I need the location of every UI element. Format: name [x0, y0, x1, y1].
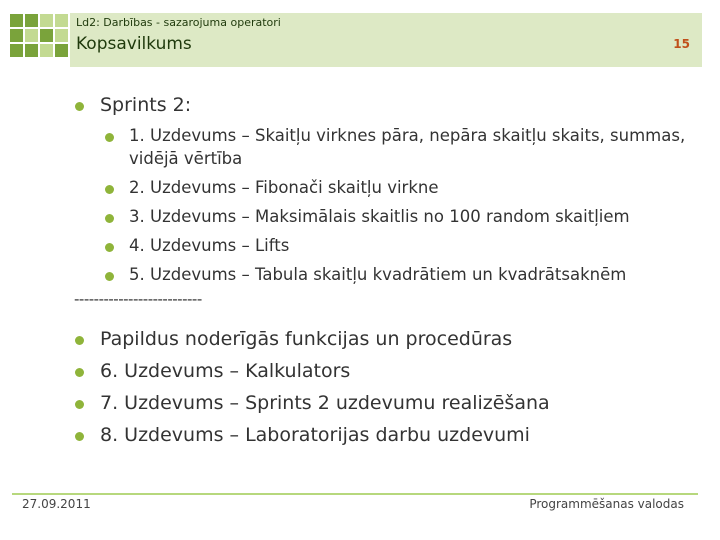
bullet-icon	[105, 272, 114, 281]
task-item: 5. Uzdevums – Tabula skaitļu kvadrātiem un kvadrātsaknēm	[129, 265, 627, 284]
extra-item: 8. Uzdevums – Laboratorijas darbu uzdevumi	[100, 424, 530, 446]
divider-text: --------------------------	[74, 290, 202, 308]
slide-subtitle: Ld2: Darbības - sazarojuma operatori	[76, 16, 281, 29]
task-item: 1. Uzdevums – Skaitļu virknes pāra, nepāra skaitļu skaits, summas,	[129, 126, 686, 145]
bullet-icon	[75, 400, 84, 409]
task-item: 2. Uzdevums – Fibonači skaitļu virkne	[129, 178, 439, 197]
sprint-heading: Sprints 2:	[100, 94, 192, 116]
bullet-icon	[75, 102, 84, 111]
extra-item: 6. Uzdevums – Kalkulators	[100, 360, 351, 382]
bullet-icon	[75, 368, 84, 377]
task-item: 3. Uzdevums – Maksimālais skaitlis no 100 random skaitļiem	[129, 207, 630, 226]
page-number: 15	[673, 37, 690, 51]
bullet-icon	[105, 214, 114, 223]
bullet-icon	[105, 243, 114, 252]
task-item: 4. Uzdevums – Lifts	[129, 236, 290, 255]
extra-item: 7. Uzdevums – Sprints 2 uzdevumu realizēšana	[100, 392, 550, 414]
footer-divider	[12, 493, 698, 495]
bullet-icon	[105, 185, 114, 194]
footer-course: Programmēšanas valodas	[529, 497, 684, 511]
footer-date: 27.09.2011	[22, 497, 91, 511]
bullet-icon	[75, 336, 84, 345]
slide-title: Kopsavilkums	[76, 34, 192, 54]
task-item-continuation: vidējā vērtība	[129, 149, 243, 168]
bullet-icon	[75, 432, 84, 441]
extra-item: Papildus noderīgās funkcijas un procedūras	[100, 328, 513, 350]
bullet-icon	[105, 133, 114, 142]
